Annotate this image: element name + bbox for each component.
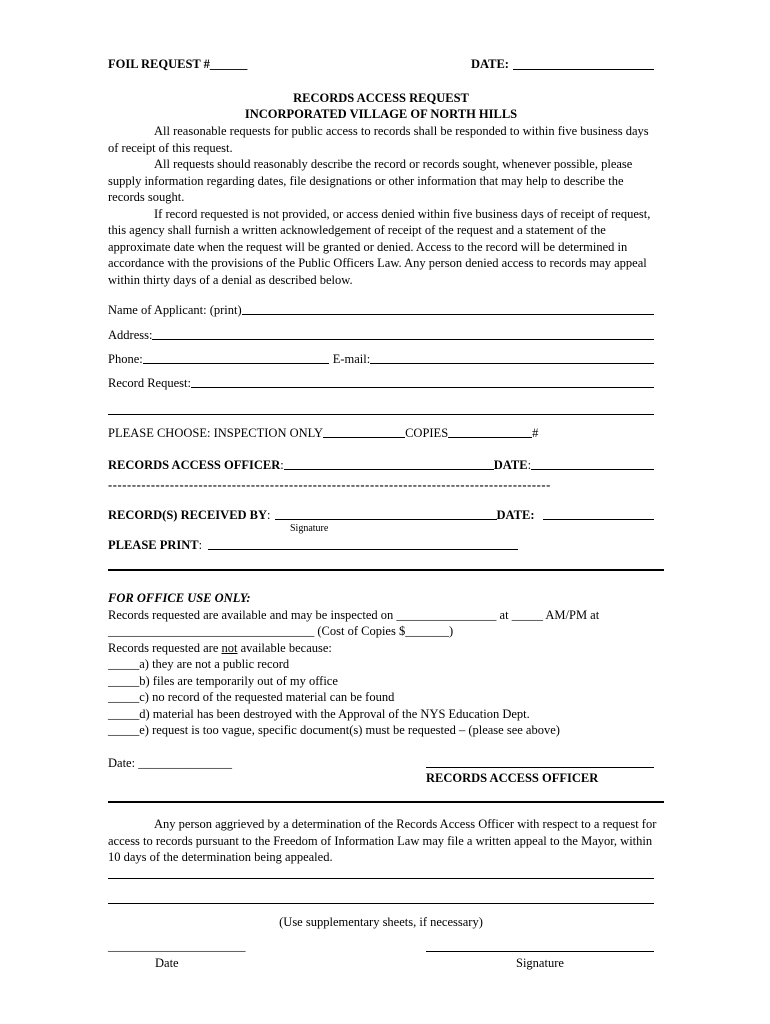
email-label: E-mail: xyxy=(332,352,371,366)
office-date-line[interactable]: Date: _______________ xyxy=(108,756,232,770)
date-label: DATE: xyxy=(471,57,509,71)
intro-paragraph-1: All reasonable requests for public access to records shall be responded to within five business days of receipt of this request. xyxy=(108,124,649,155)
applicant-name-label: Name of Applicant: (print) xyxy=(108,303,242,317)
appeal-date-caption: Date xyxy=(155,956,179,970)
officer-date-label: DATE xyxy=(493,458,528,472)
intro-paragraph-3: If record requested is not provided, or access denied within five business days of receipt of request, this agency shall furnish a written acknowledgement of receipt of the request and a statement of the approximate date when the request will be granted or denied. Access to the record will be determined in accordance with the provisions of the Public Officers Law. Any person denied access to records may appeal within thirty days of a denial as described below. xyxy=(108,206,651,287)
section-divider-1 xyxy=(108,569,664,571)
appeal-text: Any person aggrieved by a determination of the Records Access Officer with respect to a request for access to records pursuant to the Freedom of Information Law may file a written appeal to the Mayor, within 10 days of the determination being appealed. xyxy=(108,817,657,864)
copies-field[interactable] xyxy=(448,425,532,438)
reason-d[interactable]: _____d) material has been destroyed with the Approval of the NYS Education Dept. xyxy=(108,706,530,721)
officer-row xyxy=(108,457,654,473)
na-underlined: not xyxy=(221,640,238,655)
na-suffix: available because: xyxy=(237,640,332,655)
title-line-1: RECORDS ACCESS REQUEST xyxy=(293,91,469,105)
form-title xyxy=(108,90,654,123)
officer-date-field[interactable] xyxy=(531,457,654,470)
appeal-line-1[interactable] xyxy=(108,877,654,879)
please-print-label: PLEASE PRINT xyxy=(108,538,199,552)
dashed-separator: --------------------------------------------------------------------------------------------- xyxy=(108,478,551,492)
intro-text xyxy=(108,123,654,288)
address-row xyxy=(108,327,654,343)
na-prefix: Records requested are xyxy=(108,640,222,655)
appeal-line-2[interactable] xyxy=(108,902,654,904)
reason-e[interactable]: _____e) request is too vague, specific document(s) must be requested – (please see above) xyxy=(108,723,560,737)
phone-label: Phone: xyxy=(108,352,143,366)
intro-paragraph-2: All requests should reasonably describe the record or records sought, whenever possible, please supply information regarding dates, file designations or other information that may help to describe the records sought. xyxy=(108,157,633,204)
signature-caption-small: Signature xyxy=(290,523,329,534)
address-field[interactable] xyxy=(152,327,654,340)
hash-label: # xyxy=(532,426,539,440)
address-label: Address: xyxy=(108,328,153,342)
appeal-date-blank[interactable]: ______________________ xyxy=(108,939,246,953)
print-row xyxy=(108,537,518,553)
received-by-field[interactable] xyxy=(275,507,497,520)
appeal-signature-caption: Signature xyxy=(516,956,564,970)
record-request-row xyxy=(108,375,654,391)
choose-row xyxy=(108,425,578,441)
officer-date-colon: : xyxy=(527,458,532,472)
print-colon: : xyxy=(198,538,203,552)
record-request-field[interactable] xyxy=(191,375,654,388)
section-divider-2 xyxy=(108,801,664,803)
contact-row xyxy=(108,351,654,367)
please-print-field[interactable] xyxy=(208,537,518,550)
received-row xyxy=(108,507,654,523)
office-not-available-line xyxy=(108,640,664,657)
date-field[interactable] xyxy=(513,69,654,70)
officer-signature-line[interactable] xyxy=(426,767,654,768)
foil-request-label: FOIL REQUEST #______ xyxy=(108,57,248,71)
applicant-name-field[interactable] xyxy=(242,302,654,315)
applicant-name-row xyxy=(108,302,654,318)
officer-signature-field[interactable] xyxy=(284,457,494,470)
header-row xyxy=(108,56,654,74)
choose-label: PLEASE CHOOSE: INSPECTION ONLY xyxy=(108,426,324,440)
reason-c[interactable]: _____c) no record of the requested material can be found xyxy=(108,690,395,704)
office-available-line: Records requested are available and may be inspected on ________________ at _____ AM/PM at xyxy=(108,607,600,622)
officer-colon: : xyxy=(280,458,284,472)
officer-label: RECORDS ACCESS OFFICER xyxy=(108,458,281,472)
copies-label: COPIES xyxy=(405,426,449,440)
title-line-2: INCORPORATED VILLAGE OF NORTH HILLS xyxy=(244,107,518,122)
office-use-heading: FOR OFFICE USE ONLY: xyxy=(108,591,251,605)
received-by-label: RECORD(S) RECEIVED BY xyxy=(108,508,268,522)
supplementary-note: (Use supplementary sheets, if necessary) xyxy=(279,915,483,929)
received-colon: : xyxy=(267,508,271,522)
inspection-only-field[interactable] xyxy=(323,425,405,438)
phone-field[interactable] xyxy=(143,351,329,364)
record-request-extra-line[interactable] xyxy=(108,413,654,415)
email-field[interactable] xyxy=(370,351,654,364)
received-date-label: DATE: xyxy=(496,508,535,522)
record-request-label: Record Request: xyxy=(108,376,191,390)
reason-a[interactable]: _____a) they are not a public record xyxy=(108,657,290,671)
office-use-section xyxy=(108,590,664,739)
officer-caption: RECORDS ACCESS OFFICER xyxy=(426,771,599,785)
office-cost-line: _________________________________ (Cost of Copies $_______) xyxy=(108,624,454,638)
reason-b[interactable]: _____b) files are temporarily out of my office xyxy=(108,673,338,688)
appeal-signature-line[interactable] xyxy=(426,951,654,952)
received-date-field[interactable] xyxy=(543,507,655,520)
